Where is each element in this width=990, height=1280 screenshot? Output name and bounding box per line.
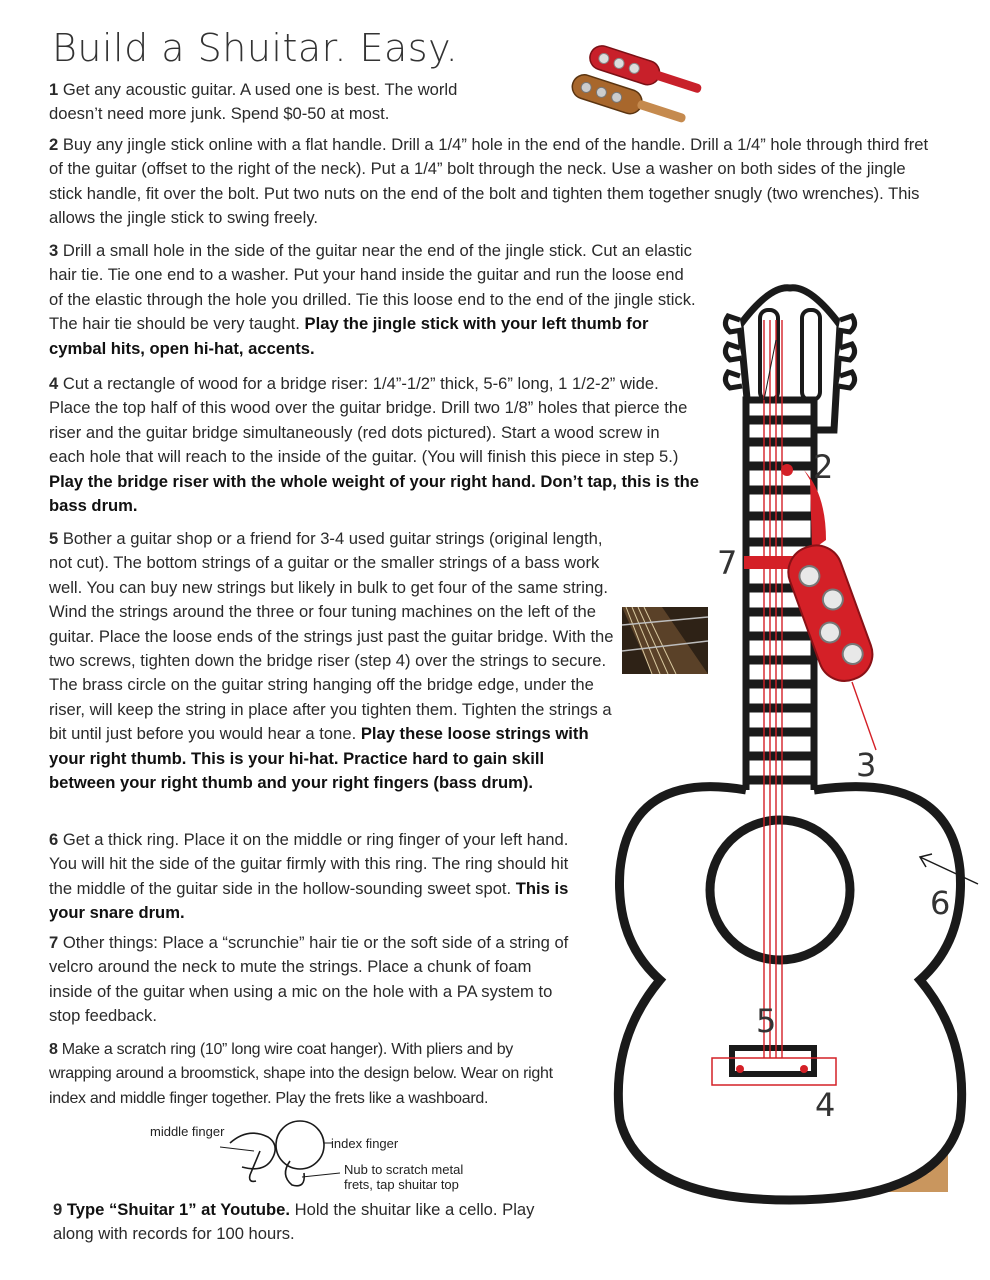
callout-6: 6	[930, 884, 951, 922]
step-9	[53, 1198, 573, 1247]
step-number: 5	[49, 529, 59, 548]
step-text: Other things: Place a “scrunchie” hair tie or the soft side of a string of velcro around the neck to mute the strings. Place a chunk of foam inside of the guitar when using a mic on the hole with a PA system to stop feedback.	[49, 933, 569, 1026]
step-text: Make a scratch ring (10” long wire coat hanger). With pliers and by wrapping around a broomstick, shape into the design below. Wear on right index and middle finger together. Play the frets like a washboard.	[49, 1041, 553, 1107]
step-emphasis: Play the jingle stick with your left thumb for cymbal hits, open hi-hat, accents.	[49, 314, 649, 358]
scratch-ring-diagram	[220, 1115, 340, 1205]
step-7	[49, 931, 569, 1029]
jingle-sticks-illustration	[560, 38, 705, 138]
step-number: 7	[49, 933, 59, 952]
step-5	[49, 527, 614, 795]
callout-5: 5	[756, 1002, 777, 1040]
nub-label	[344, 1162, 463, 1192]
callout-4: 4	[815, 1086, 836, 1124]
guitar-illustration	[590, 280, 990, 1210]
middle-finger-label: middle finger	[150, 1124, 225, 1139]
step-number: 2	[49, 135, 59, 154]
step-text: Get any acoustic guitar. A used one is best. The world doesn’t need more junk. Spend $0-50 at most.	[49, 80, 458, 124]
step-text: Bother a guitar shop or a friend for 3-4 used guitar strings (original length, not cut). The bottom strings of a guitar or the smaller strings of a bass work well. You can buy new strings but likely in bulk to get four of the same string. Wind the strings around the three or four tuning machines on the left of the guitar. Place the loose ends of the strings just past the guitar bridge. With the two screws, tighten down the bridge riser (step 4) over the strings to secure. The brass circle on the guitar string hanging off the bridge edge, under the riser, will keep the string in place after you tighten them. Tighten the strings a bit until just before you would hear a tone.	[49, 529, 614, 744]
step-number: 4	[49, 374, 59, 393]
index-finger-label: index finger	[331, 1136, 399, 1151]
step-2	[49, 133, 934, 231]
step-6	[49, 828, 579, 926]
page-title: Build a Shuitar. Easy.	[52, 26, 459, 70]
step-text: Drill a small hole in the side of the guitar near the end of the jingle stick. Cut an elastic hair tie. Tie one end to a washer. Put your hand inside the guitar and run the loose end of the elastic through the hole you drilled. Tie this loose end to the end of the jingle stick. The hair tie should be very taught.	[49, 241, 696, 334]
step-emphasis: This is your snare drum.	[49, 878, 569, 923]
step-text: Buy any jingle stick online with a flat handle. Drill a 1/4” hole in the end of the handle. Drill a 1/4” hole through third fret of the guitar (offset to the right of the neck). Put a 1/4” bolt through the neck. Use a washer on both sides of the jingle stick handle, fit over the bolt. Put two nuts on the end of the bolt and tighten them together snugly (two wrenches). This allows the jingle stick to swing freely.	[49, 135, 929, 228]
step-number: 6	[49, 830, 59, 849]
callout-7: 7	[717, 544, 738, 582]
step-emphasis: Play the bridge riser with the whole weight of your right hand. Don’t tap, this is the bass drum.	[49, 471, 699, 516]
step-number: 3	[49, 241, 59, 260]
step-number: 1	[49, 80, 59, 99]
callout-3: 3	[856, 746, 877, 784]
nub-label-line: frets, tap shuitar top	[344, 1177, 459, 1192]
step-number: 8	[49, 1041, 58, 1058]
step-emphasis: Play these loose strings with your right thumb. This is your hi-hat. Practice hard to gain skill between your right thumb and your right fingers (bass drum).	[49, 724, 589, 793]
callout-2: 2	[813, 448, 834, 486]
nub-label-line: Nub to scratch metal	[344, 1162, 464, 1177]
step-text: Cut a rectangle of wood for a bridge riser: 1/4”-1/2” thick, 5-6” long, 1 1/2-2” wide. Place the top half of this wood over the guitar bridge. Drill two 1/8” holes that pierce the riser and the guitar bridge simultaneously (red dots pictured). Start a wood screw in each hole that will reach to the inside of the guitar. (You will finish this piece in step 5.)	[49, 374, 688, 467]
step-number: 9	[53, 1200, 63, 1219]
step-emphasis: Type “Shuitar 1” at Youtube.	[66, 1200, 290, 1219]
step-text: Get a thick ring. Place it on the middle or ring finger of your left hand. You will hit the side of the guitar firmly with this ring. The ring should hit the middle of the guitar side in the hollow-sounding sweet spot.	[49, 830, 569, 898]
step-text: Hold the shuitar like a cello. Play along with records for 100 hours.	[53, 1200, 535, 1244]
step-1	[49, 78, 509, 127]
step-8	[49, 1038, 569, 1111]
